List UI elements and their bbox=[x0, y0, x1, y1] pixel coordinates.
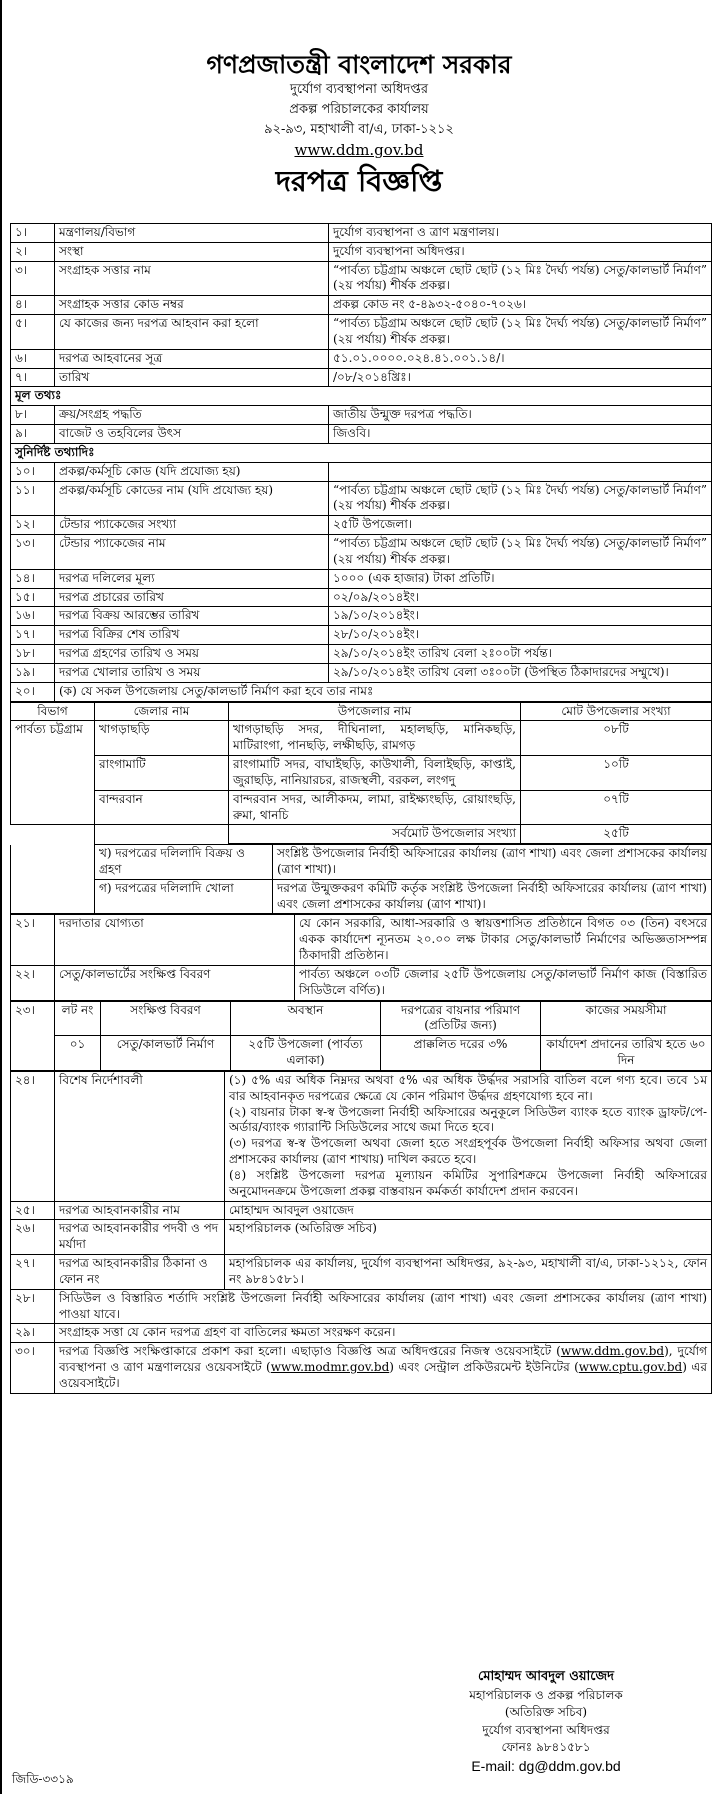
row-27 bbox=[11, 1255, 712, 1290]
row-value: “পার্বত্য চট্টগ্রাম অঞ্চলে ছোট ছোট (১২ মিঃ দৈর্ঘ্য পর্যন্ত) সেতু/কালভার্ট নির্মাণ” (২য় পর্যায়) শীর্ষক প্রকল্প। bbox=[329, 261, 712, 296]
row-value: /০৮/২০১৪খ্রিঃ। bbox=[329, 368, 712, 387]
text-segment: দরপত্র বিজ্ঞপ্তি সংক্ষিপ্তাকারে প্রকাশ করা হলো। এছাড়াও বিজ্ঞপ্তি অত্র অধিদপ্তরের নিজস্ব ওয়েবসাইটে ( bbox=[59, 1344, 561, 1359]
row-number: ২৫। bbox=[11, 1201, 55, 1220]
row-label: প্রকল্প/কর্মসূচি কোড (যদি প্রযোজ্য হয়) bbox=[55, 462, 329, 481]
row-number: ১৫। bbox=[11, 588, 55, 607]
table-row bbox=[11, 721, 712, 756]
header-amount: দরপত্রের বায়নার পরিমাণ (প্রতিটির জন্য) bbox=[381, 1001, 541, 1036]
row-label: দরপত্র বিক্রয় আরম্ভের তারিখ bbox=[55, 607, 329, 626]
row-value: দুর্যোগ ব্যবস্থাপনা অধিদপ্তর। bbox=[329, 242, 712, 261]
office-name: প্রকল্প পরিচালকের কার্যালয় bbox=[289, 102, 429, 118]
notice-body bbox=[10, 223, 712, 1394]
row-number: ১৪। bbox=[11, 569, 55, 588]
office-address: ৯২-৯৩, মহাখালী বা/এ, ঢাকা-১২১২ bbox=[264, 122, 454, 138]
instructions-table bbox=[10, 1071, 712, 1394]
row-label: তারিখ bbox=[55, 368, 329, 387]
district-cell: খাগড়াছড়ি bbox=[95, 721, 229, 756]
text-segment: ) এবং সেন্ট্রাল প্রকিউরমেন্ট ইউনিটের ( bbox=[389, 1360, 579, 1374]
desc-cell: সেতু/কালভার্ট নির্মাণ bbox=[101, 1036, 231, 1071]
row-label: দরপত্র খোলার তারিখ ও সময় bbox=[55, 663, 329, 682]
row-value bbox=[55, 1343, 712, 1393]
division-cell: পার্বত্য চট্টগ্রাম bbox=[11, 721, 95, 825]
row-value: ২৯/১০/২০১৪ইং তারিখ বেলা ২ঃ০০টা পর্যন্ত। bbox=[329, 645, 712, 664]
section-main-info: মূল তথ্যঃ bbox=[10, 387, 712, 405]
count-cell: ০৮টি bbox=[521, 721, 712, 756]
total-row bbox=[11, 825, 712, 844]
table-row bbox=[11, 315, 712, 350]
row-value: ২৯/১০/২০১৪ইং তারিখ বেলা ৩ঃ০০টা (উপস্থিত ঠিকাদারদের সম্মুখে)। bbox=[329, 663, 712, 682]
row-label: দরপত্র আহবানের সূত্র bbox=[55, 349, 329, 368]
upazila-cell: খাগড়াছড়ি সদর, দীঘিনালা, মহালছড়ি, মানিকছড়ি, মাটিরাংগা, পানছড়ি, লক্ষীছড়ি, রামগড় bbox=[229, 721, 521, 756]
table-row bbox=[11, 224, 712, 243]
row-number: ৮। bbox=[11, 406, 55, 425]
row-number: ৭। bbox=[11, 368, 55, 387]
row-20-kh-value: সংশ্লিষ্ট উপজেলার নির্বাহী অফিসারের কার্যালয় (ত্রাণ শাখা) এবং জেলা প্রশাসকের কার্যালয় (ত্রাণ শাখা)। bbox=[273, 845, 712, 880]
table-row bbox=[11, 406, 712, 425]
row-value: ১৯/১০/২০১৪ইং। bbox=[329, 607, 712, 626]
header-division: বিভাগ bbox=[11, 702, 95, 721]
signatory-phone: ফোনঃ ৯৮৪১৫৮১ bbox=[501, 1740, 591, 1755]
row-label: দরপত্র আহবানকারীর ঠিকানা ও ফোন নং bbox=[55, 1255, 225, 1290]
header-desc: সংক্ষিপ্ত বিবরণ bbox=[101, 1001, 231, 1036]
signatory-name: মোহাম্মদ আবদুল ওয়াজেদ bbox=[478, 1669, 614, 1684]
row-value: ২৫টি উপজেলা। bbox=[329, 516, 712, 535]
row-number: ১১। bbox=[11, 481, 55, 516]
table-row bbox=[11, 756, 712, 791]
signatory-email[interactable]: E-mail: dg@ddm.gov.bd bbox=[471, 1758, 621, 1775]
header-district: জেলার নাম bbox=[95, 702, 229, 721]
specific-info-table bbox=[10, 462, 712, 702]
table-row bbox=[11, 242, 712, 261]
documents-table bbox=[10, 844, 712, 914]
signatory-title: মহাপরিচালক ও প্রকল্প পরিচালক bbox=[469, 1687, 623, 1702]
row-label: সংস্থা bbox=[55, 242, 329, 261]
text-segment: ), দুর্যোগ ব্যবস্থাপনা ও ত্রাণ মন্ত্রণালয়ের ওয়েবসাইটে ( bbox=[59, 1344, 707, 1374]
row-label: দরপত্র গ্রহণের তারিখ ও সময় bbox=[55, 645, 329, 664]
row-number: ২২। bbox=[11, 965, 55, 1000]
row-21 bbox=[11, 915, 712, 965]
signatory-rank: (অতিরিক্ত সচিব) bbox=[504, 1705, 588, 1720]
row-label: বাজেট ও তহবিলের উৎস bbox=[55, 425, 329, 444]
row-value: দুর্যোগ ব্যবস্থাপনা ও ত্রাণ মন্ত্রণালয়। bbox=[329, 224, 712, 243]
main-info-table bbox=[10, 405, 712, 444]
row-number: ৯। bbox=[11, 425, 55, 444]
table-row bbox=[11, 845, 712, 880]
row-number: ২১। bbox=[11, 915, 55, 965]
row-value: জিওবি। bbox=[329, 425, 712, 444]
row-label: দরপত্র প্রচারের তারিখ bbox=[55, 588, 329, 607]
row-value: জাতীয় উন্মুক্ত দরপত্র পদ্ধতি। bbox=[329, 406, 712, 425]
row-20-kh-label: খ) দরপত্রের দলিলাদি বিক্রয় ও গ্রহণ bbox=[95, 845, 273, 880]
location-cell: ২৫টি উপজেলা (পার্বত্য এলাকা) bbox=[231, 1036, 381, 1071]
general-info-table bbox=[10, 223, 712, 387]
row-number: ১৮। bbox=[11, 645, 55, 664]
upazila-table bbox=[10, 702, 712, 845]
row-value: পার্বত্য অঞ্চলে ০৩টি জেলার ২৫টি উপজেলায় সেতু/কালভার্ট নির্মাণ কাজ (বিস্তারিত সিডিউলে বর্ণিত)। bbox=[295, 965, 712, 1000]
row-number: ১৯। bbox=[11, 663, 55, 682]
table-row bbox=[11, 296, 712, 315]
instruction-list bbox=[225, 1071, 712, 1201]
instruction-item: (১) ৫% এর অধিক নিম্নদর অথবা ৫% এর অধিক উর্দ্ধদর সরাসরি বাতিল বলে গণ্য হবে। তবে ১ম বার আহবানকৃত দরপত্রের ক্ষেত্রে যে কোন পরিমাণ উর্দ্ধদর গ্রহণযোগ্য হবে না। bbox=[229, 1072, 707, 1103]
count-cell: ০৭টি bbox=[521, 790, 712, 825]
row-number: ২০। bbox=[11, 682, 55, 701]
table-row bbox=[11, 425, 712, 444]
row-label: প্রকল্প/কর্মসূচি কোডের নাম (যদি প্রযোজ্য হয়) bbox=[55, 481, 329, 516]
row-value: মোহাম্মদ আবদুল ওয়াজেদ bbox=[225, 1201, 712, 1220]
row-25 bbox=[11, 1201, 712, 1220]
row-value: সংগ্রাহক সত্তা যে কোন দরপত্র গ্রহণ বা বাতিলের ক্ষমতা সংরক্ষণ করেন। bbox=[55, 1324, 712, 1343]
lot-table bbox=[10, 1001, 712, 1071]
header-upazila: উপজেলার নাম bbox=[229, 702, 521, 721]
row-label: টেন্ডার প্যাকেজের সংখ্যা bbox=[55, 516, 329, 535]
header-count: মোট উপজেলার সংখ্যা bbox=[521, 702, 712, 721]
row-number: ৩০। bbox=[11, 1343, 55, 1393]
row-20-g-value: দরপত্র উন্মুক্তকরণ কমিটি কর্তৃক সংশ্লিষ্ট উপজেলা নির্বাহী অফিসারের কার্যালয় (ত্রাণ শাখা) এবং জেলা প্রশাসকের কার্যালয় (ত্রাণ শাখা)। bbox=[273, 879, 712, 914]
row-number: ১২। bbox=[11, 516, 55, 535]
amount-cell: প্রাক্কলিত দরের ৩% bbox=[381, 1036, 541, 1071]
row-28 bbox=[11, 1289, 712, 1324]
count-cell: ১০টি bbox=[521, 756, 712, 791]
row-value: “পার্বত্য চট্টগ্রাম অঞ্চলে ছোট ছোট (১২ মিঃ দৈর্ঘ্য পর্যন্ত) সেতু/কালভার্ট নির্মাণ” (২য় পর্যায়) শীর্ষক প্রকল্প। bbox=[329, 481, 712, 516]
row-24 bbox=[11, 1071, 712, 1201]
row-label: দরপত্র দলিলের মূল্য bbox=[55, 569, 329, 588]
row-20-text: (ক) যে সকল উপজেলায় সেতু/কালভার্ট নির্মাণ করা হবে তার নামঃ bbox=[55, 682, 712, 701]
lot-cell: ০১ bbox=[55, 1036, 101, 1071]
row-value: প্রকল্প কোড নং ৫-৪৯৩২-৫০৪০-৭০২৬। bbox=[329, 296, 712, 315]
row-label: বিশেষ নির্দেশাবলী bbox=[55, 1071, 225, 1201]
row-22 bbox=[11, 965, 712, 1000]
row-number: ১৩। bbox=[11, 535, 55, 570]
table-row bbox=[11, 663, 712, 682]
row-label: ক্রয়/সংগ্রহ পদ্ধতি bbox=[55, 406, 329, 425]
row-value bbox=[329, 462, 712, 481]
row-number: ২৩। bbox=[11, 1001, 55, 1070]
table-row bbox=[11, 516, 712, 535]
gd-code: জিডি-৩৩১৯ bbox=[12, 1772, 74, 1786]
row-label: সংগ্রাহক সত্তার কোড নম্বর bbox=[55, 296, 329, 315]
row-value: “পার্বত্য চট্টগ্রাম অঞ্চলে ছোট ছোট (১২ মিঃ দৈর্ঘ্য পর্যন্ত) সেতু/কালভার্ট নির্মাণ” (২য় পর্যায়) শীর্ষক প্রকল্প। bbox=[329, 535, 712, 570]
table-row bbox=[11, 462, 712, 481]
row-label: দরপত্র আহবানকারীর পদবী ও পদ মর্যাদা bbox=[55, 1220, 225, 1255]
table-row bbox=[11, 588, 712, 607]
row-label: দরপত্র আহবানকারীর নাম bbox=[55, 1201, 225, 1220]
row-label: সেতু/কালভার্টের সংক্ষিপ্ত বিবরণ bbox=[55, 965, 295, 1000]
upazila-cell: রাংগামাটি সদর, বাঘাইছড়ি, কাউখালী, বিলাইছড়ি, কাপ্তাই, জুরাছড়ি, নানিয়ারচর, রাজস্থলী, বরকল, লংগদু bbox=[229, 756, 521, 791]
total-label: সর্বমোট উপজেলার সংখ্যা bbox=[229, 825, 521, 844]
row-number: ৪। bbox=[11, 296, 55, 315]
row-value: ২৮/১০/২০১৪ইং। bbox=[329, 626, 712, 645]
row-20-g-label: গ) দরপত্রের দলিলাদি খোলা bbox=[95, 879, 273, 914]
table-row bbox=[11, 368, 712, 387]
district-cell: বান্দরবান bbox=[95, 790, 229, 825]
total-count: ২৫টি bbox=[521, 825, 712, 844]
header-lot: লট নং bbox=[55, 1001, 101, 1036]
row-value: ৫১.০১.০০০০.০২৪.৪১.০০১.১৪/। bbox=[329, 349, 712, 368]
row-30 bbox=[11, 1343, 712, 1393]
page-title: দরপত্র বিজ্ঞপ্তি bbox=[275, 164, 443, 199]
row-value: “পার্বত্য চট্টগ্রাম অঞ্চলে ছোট ছোট (১২ মিঃ দৈর্ঘ্য পর্যন্ত) সেতু/কালভার্ট নির্মাণ” (২য় পর্যায়) শীর্ষক প্রকল্প। bbox=[329, 315, 712, 350]
table-row bbox=[11, 607, 712, 626]
row-20-heading bbox=[11, 682, 712, 701]
lot-table-header bbox=[11, 1001, 712, 1036]
row-number: ৩। bbox=[11, 261, 55, 296]
table-row bbox=[11, 569, 712, 588]
row-label: দরপত্র বিক্রির শেষ তারিখ bbox=[55, 626, 329, 645]
time-cell: কার্যাদেশ প্রদানের তারিখ হতে ৬০ দিন bbox=[541, 1036, 712, 1071]
row-number: ২৭। bbox=[11, 1255, 55, 1290]
section-specific-info: সুনির্দিষ্ট তথ্যাদিঃ bbox=[10, 444, 712, 462]
row-number: ১০। bbox=[11, 462, 55, 481]
district-cell: রাংগামাটি bbox=[95, 756, 229, 791]
row-label: দরদাতার যোগ্যতা bbox=[55, 915, 295, 965]
row-number: ২। bbox=[11, 242, 55, 261]
website-link[interactable]: www.ddm.gov.bd bbox=[294, 141, 424, 160]
row-number: ১৬। bbox=[11, 607, 55, 626]
row-label: যে কাজের জন্য দরপত্র আহবান করা হলো bbox=[55, 315, 329, 350]
row-26 bbox=[11, 1220, 712, 1255]
table-row bbox=[11, 535, 712, 570]
instruction-item: (৩) দরপত্র স্ব-স্ব উপজেলা অথবা জেলা হতে সংগ্রহপূর্বক উপজেলা নির্বাহী অফিসার অথবা জেলা প্রশাসকের কার্যালয় (ত্রাণ শাখায়) দাখিল করতে হবে। bbox=[229, 1136, 707, 1167]
ddm-website-link[interactable]: www.ddm.gov.bd bbox=[560, 1344, 665, 1359]
row-number: ২৯। bbox=[11, 1324, 55, 1343]
header-location: অবস্থান bbox=[231, 1001, 381, 1036]
upazila-cell: বান্দরবান সদর, আলীকদম, লামা, রাইক্ষ্যংছড়ি, রোয়াংছড়ি, রুমা, থানচি bbox=[229, 790, 521, 825]
text-segment: ) এর ওয়েবসাইটে। bbox=[59, 1360, 708, 1390]
row-number: ১৭। bbox=[11, 626, 55, 645]
row-value: মহাপরিচালক (অতিরিক্ত সচিব) bbox=[225, 1220, 712, 1255]
row-number: ২৮। bbox=[11, 1289, 55, 1324]
row-number: ২৪। bbox=[11, 1071, 55, 1201]
upazila-table-header bbox=[11, 702, 712, 721]
table-row bbox=[11, 790, 712, 825]
row-value: ০২/০৯/২০১৪ইং। bbox=[329, 588, 712, 607]
table-row bbox=[11, 481, 712, 516]
instruction-item: (৪) সংশ্লিষ্ট উপজেলা দরপত্র মূল্যায়ন কমিটির সুপারিশক্রমে উপজেলা নির্বাহী অফিসারের অনুমোদনক্রমে উপজেলা প্রকল্প বাস্তবায়ন কর্মকর্তা কার্যাদেশ প্রদান করবেন। bbox=[229, 1167, 707, 1198]
row-29 bbox=[11, 1324, 712, 1343]
signatory-dept: দুর্যোগ ব্যবস্থাপনা অধিদপ্তর bbox=[482, 1722, 610, 1737]
row-number: ২৬। bbox=[11, 1220, 55, 1255]
cptu-website-link[interactable]: www.cptu.gov.bd bbox=[578, 1360, 683, 1374]
table-row bbox=[11, 349, 712, 368]
row-value: ১০০০ (এক হাজার) টাকা প্রতিটি। bbox=[329, 569, 712, 588]
row-number: ১। bbox=[11, 224, 55, 243]
row-label: টেন্ডার প্যাকেজের নাম bbox=[55, 535, 329, 570]
table-row bbox=[11, 645, 712, 664]
table-row bbox=[11, 1036, 712, 1071]
header-time: কাজের সময়সীমা bbox=[541, 1001, 712, 1036]
government-name: গণপ্রজাতন্ত্রী বাংলাদেশ সরকার bbox=[206, 50, 512, 79]
row-number: ৫। bbox=[11, 315, 55, 350]
row-number: ৬। bbox=[11, 349, 55, 368]
table-row bbox=[11, 626, 712, 645]
signature-block bbox=[416, 1668, 676, 1777]
row-value: মহাপরিচালক এর কার্যালয়, দুর্যোগ ব্যবস্থাপনা অধিদপ্তর, ৯২-৯৩, মহাখালী বা/এ, ঢাকা-১২১২, ফোন নং ৯৮৪১৫৮১। bbox=[225, 1255, 712, 1290]
modmr-website-link[interactable]: www.modmr.gov.bd bbox=[270, 1360, 390, 1374]
qualification-table bbox=[10, 914, 712, 1000]
row-value: যে কোন সরকারি, আধা-সরকারি ও স্বায়ত্তশাসিত প্রতিষ্ঠানে বিগত ০৩ (তিন) বৎসরে একক কার্যাদেশ ন্যূনতম ২০.০০ লক্ষ টাকার সেতু/কালভার্ট নির্মাণের অভিজ্ঞতাসম্পন্ন ঠিকাদারী প্রতিষ্ঠান। bbox=[295, 915, 712, 965]
table-row bbox=[11, 261, 712, 296]
instruction-item: (২) বায়নার টাকা স্ব-স্ব উপজেলা নির্বাহী অফিসারের অনুকূলে সিডিউল ব্যাংক হতে ব্যাংক ড্রাফট/পে-অর্ডার/ব্যাংক গ্যারান্টি সিডিউলের সাথে জমা দিতে হবে। bbox=[229, 1104, 707, 1135]
row-value: সিডিউল ও বিস্তারিত শর্তাদি সংশ্লিষ্ট উপজেলা নির্বাহী অফিসারের কার্যালয় (ত্রাণ শাখা) এবং জেলা প্রশাসকের কার্যালয় (ত্রাণ শাখা) পাওয়া যাবে। bbox=[55, 1289, 712, 1324]
row-label: সংগ্রাহক সত্তার নাম bbox=[55, 261, 329, 296]
table-row bbox=[11, 879, 712, 914]
department-name: দুর্যোগ ব্যবস্থাপনা অধিদপ্তর bbox=[290, 82, 428, 97]
notice-header bbox=[2, 0, 716, 201]
row-label: মন্ত্রণালয়/বিভাগ bbox=[55, 224, 329, 243]
